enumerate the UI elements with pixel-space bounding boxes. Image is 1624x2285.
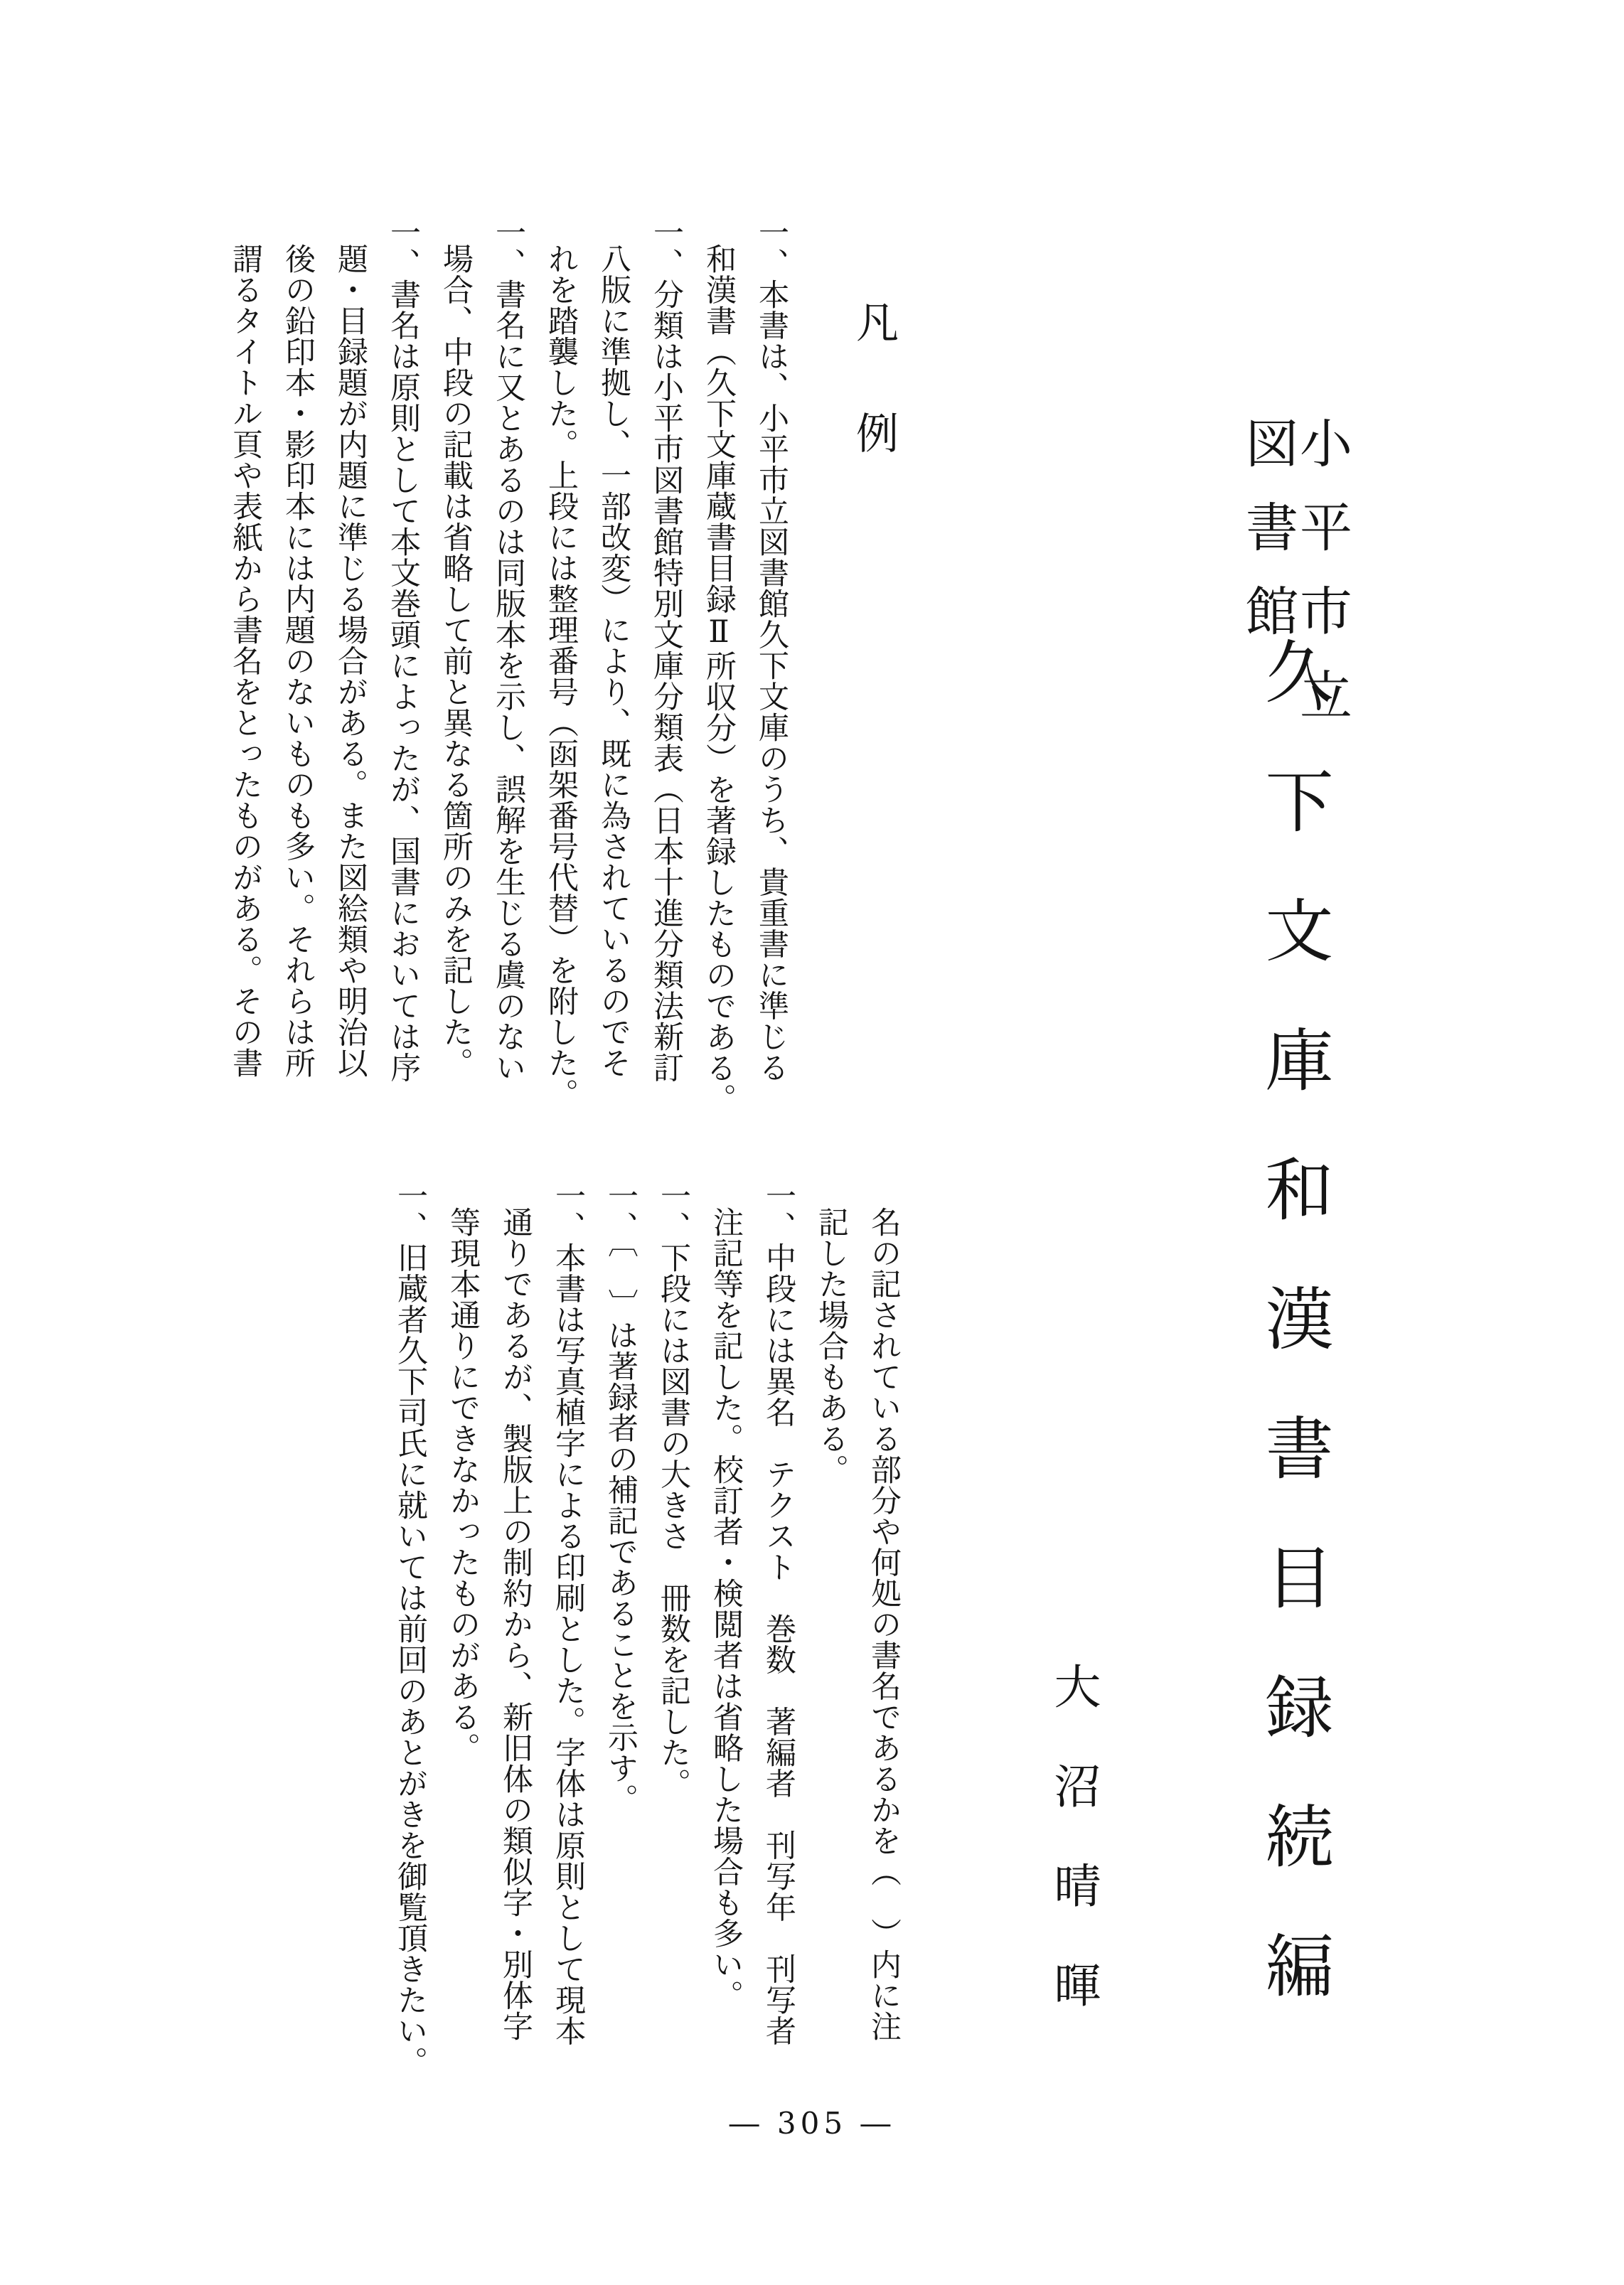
note-line: 一、分類は小平市図書館特別文庫分類表（日本十進分類法新訂 xyxy=(648,217,684,1083)
note-line: 後の鉛印本・影印本には内題のないものも多い。それらは所 xyxy=(280,243,316,1079)
note-line: 一、〔 〕は著録者の補記であることを示す。 xyxy=(603,1180,639,1814)
note-line: 注記等を記した。校訂者・検閲者は省略した場合も多い。 xyxy=(708,1206,744,2011)
note-line: 一、本書は写真植字による印刷とした。字体は原則として現本 xyxy=(550,1180,586,2046)
note-line: 和漢書（久下文庫蔵書目録Ⅱ所収分）を著録したものである。 xyxy=(701,243,737,1114)
note-line: 等現本通りにできなかったものがある。 xyxy=(445,1206,481,1763)
note-line: 題・目録題が内題に準じる場合がある。また図絵類や明治以 xyxy=(333,243,368,1079)
note-line: 八版に準拠し、一部改変）により、既に為されているのでそ xyxy=(596,243,631,1079)
note-line: 謂るタイトル頁や表紙から書名をとったものがある。その書 xyxy=(228,243,263,1079)
note-line: 通りであるが、製版上の制約から、新旧体の類似字・別体字 xyxy=(498,1206,533,2042)
note-line: 一、本書は、小平市立図書館久下文庫のうち、貴重書に準じる xyxy=(754,217,789,1083)
note-line: 一、中段には異名 テクスト 巻数 著編者 刊写年 刊写者 xyxy=(761,1180,796,2046)
note-line: 名の記されている部分や何処の書名であるかを（ ）内に注 xyxy=(866,1206,902,2042)
note-line: 場合、中段の記載は省略して前と異なる箇所のみを記した。 xyxy=(438,243,474,1079)
author-name: 大沼晴暉 xyxy=(1046,1662,1101,2060)
note-line: 一、書名に又とあるのは同版本を示し、誤解を生じる虞のない xyxy=(491,217,526,1083)
note-line: れを踏襲した。上段には整理番号（函架番号代替）を附した。 xyxy=(543,243,579,1109)
section-heading: 凡 例 xyxy=(849,300,899,466)
main-title: 久下文庫和漢書目録続編 xyxy=(1254,636,1334,2060)
note-line: 一、書名は原則として本文巻頭によったが、国書においては序 xyxy=(385,217,421,1083)
page-number: ― 305 ― xyxy=(729,2106,895,2141)
note-line: 記した場合もある。 xyxy=(813,1206,849,1485)
notes-top-block xyxy=(219,217,798,1177)
note-line: 一、旧蔵者久下司氏に就いては前回のあとがきを御覧頂きたい。 xyxy=(392,1180,428,2077)
notes-bottom-block xyxy=(384,1180,910,2140)
library-name-line-1: 小平市立 xyxy=(1291,416,1352,751)
note-line: 一、下段には図書の大きさ 冊数を記した。 xyxy=(656,1180,691,1799)
library-name-line-2: 図書館 xyxy=(1237,416,1298,668)
